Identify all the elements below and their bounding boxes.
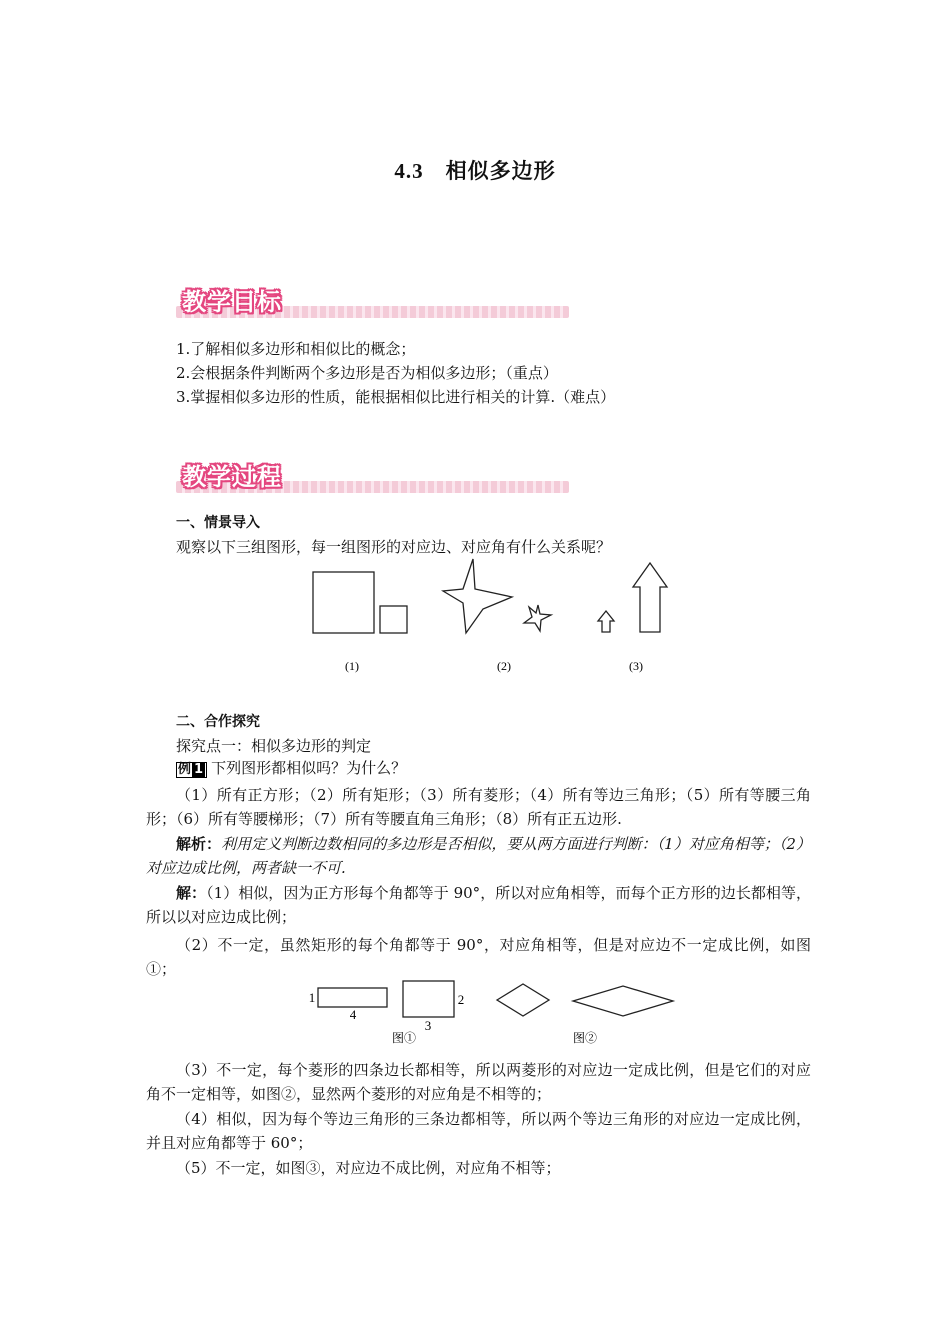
- section-header-process: [176, 463, 569, 503]
- objective-1: 1.了解相似多边形和相似比的概念；: [176, 340, 416, 358]
- rect1-bottom-label: 4: [349, 1007, 357, 1022]
- section-header-objectives: [176, 288, 569, 328]
- figure-caption-b: 图②: [572, 1031, 598, 1045]
- solution-4: （4）相似，因为每个等边三角形的三条边都相等，所以两个等边三角形的对应边一定成比例，并且对应角都等于 60°；: [146, 1110, 811, 1152]
- rect2-bottom-label: 3: [424, 1018, 432, 1033]
- solution-1: 解：（1）相似，因为正方形每个角都等于 90°，所以对应角相等，而每个正方形的边长都相等，所以以对应边成比例；: [146, 884, 811, 926]
- part2-heading: 二、合作探究: [176, 714, 260, 730]
- section-label: 教学目标: [182, 288, 282, 316]
- large-square: [313, 572, 374, 633]
- large-arrow: [633, 563, 667, 632]
- rect-rhombus-figure: [300, 980, 680, 1050]
- caption-2: (2): [497, 659, 511, 673]
- rhombus-wide: [573, 986, 673, 1016]
- example-1: [176, 757, 406, 779]
- part1-heading: 一、情景导入: [176, 515, 260, 531]
- solution-3: （3）不一定，每个菱形的四条边长都相等，所以两菱形的对应边一定成比例，但是它们的对应角不一定相等，如图②，显然两个菱形的对应角是不相等的；: [146, 1061, 811, 1103]
- example-question: 下列图形都相似吗？为什么？: [211, 759, 407, 777]
- small-square: [380, 606, 407, 633]
- large-star: [443, 559, 512, 633]
- solution-5: （5）不一定，如图③，对应边不成比例，对应角不相等；: [176, 1159, 561, 1177]
- solution-2: （2）不一定，虽然矩形的每个角都等于 90°，对应角相等，但是对应边不一定成比例，如图①；: [146, 936, 811, 978]
- small-arrow: [598, 611, 614, 632]
- example-badge: 例 1: [176, 762, 207, 778]
- objective-3: 3.掌握相似多边形的性质，能根据相似比进行相关的计算.（难点）: [176, 388, 616, 406]
- part1-text: 观察以下三组图形，每一组图形的对应边、对应角有什么关系呢？: [176, 538, 612, 556]
- analysis: 解析：利用定义判断边数相同的多边形是否相似，要从两方面进行判断：（1）对应角相等；（2）对应边成比例，两者缺一不可.: [146, 835, 811, 877]
- rectangle-1x4: [318, 988, 387, 1007]
- intro-figure: [300, 555, 680, 680]
- section-label: 教学过程: [182, 463, 282, 491]
- rectangle-2x3: [403, 981, 454, 1017]
- section-number: 4.3: [394, 159, 424, 183]
- topic-1: 探究点一：相似多边形的判定: [176, 737, 372, 755]
- rect2-side-label: 2: [457, 992, 465, 1007]
- rhombus-small: [497, 984, 549, 1016]
- objective-2: 2.会根据条件判断两个多边形是否为相似多边形；（重点）: [176, 364, 558, 382]
- rect1-side-label: 1: [308, 990, 316, 1005]
- title-text: 相似多边形: [445, 159, 556, 183]
- caption-1: (1): [345, 659, 359, 673]
- page-title: [0, 155, 950, 185]
- caption-3: (3): [629, 659, 643, 673]
- figure-caption-a: 图①: [391, 1031, 417, 1045]
- small-star: [524, 605, 551, 631]
- problem-text: （1）所有正方形；（2）所有矩形；（3）所有菱形；（4）所有等边三角形；（5）所有等腰三角形；（6）所有等腰梯形；（7）所有等腰直角三角形；（8）所有正五边形.: [146, 786, 811, 828]
